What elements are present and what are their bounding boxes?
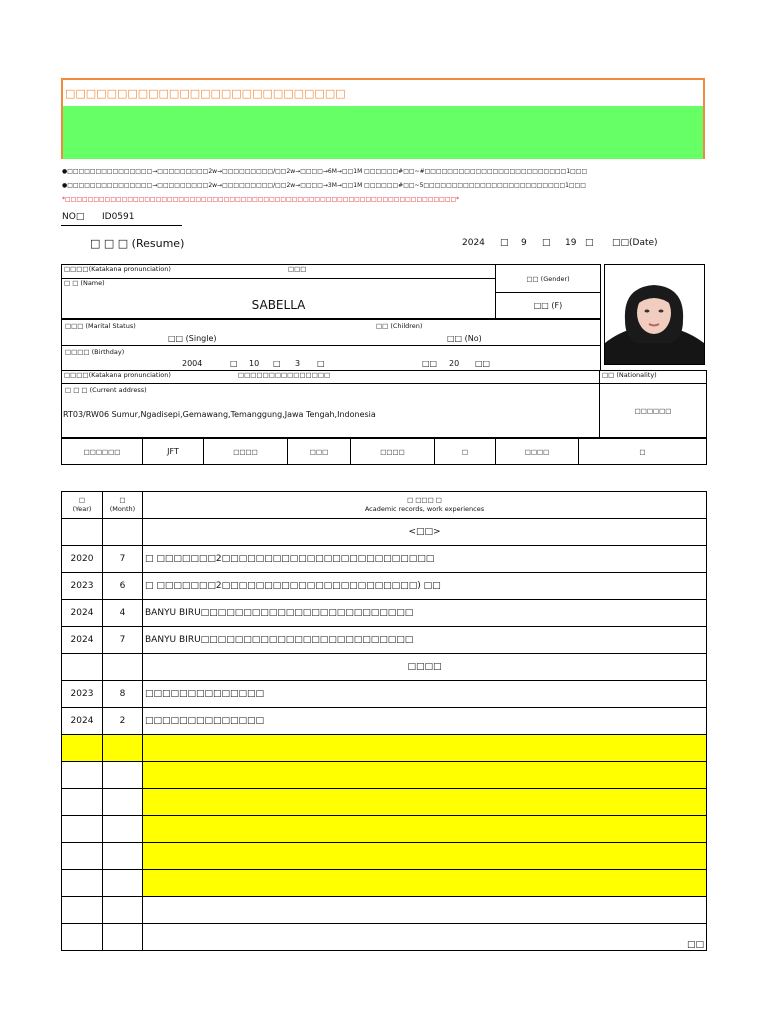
qual-cell-8: □: [579, 439, 707, 465]
address-kana-cell: [62, 371, 600, 384]
history-row: [62, 870, 707, 897]
history-row: [62, 708, 707, 735]
marital-cell: [62, 320, 601, 346]
number-label: NO□: [62, 212, 85, 222]
qual-cell-6: □: [435, 439, 496, 465]
history-month: [103, 843, 143, 870]
history-desc: [143, 762, 707, 789]
date-month: 9: [521, 238, 527, 248]
address-kana-label: □□□□(Katakana pronunciation): [64, 371, 171, 379]
date-day: 19: [565, 238, 577, 248]
history-year: [62, 870, 103, 897]
katakana-cell: [62, 265, 496, 279]
address-table: [61, 370, 707, 438]
history-row: [62, 519, 707, 546]
history-desc: □□□□: [143, 654, 707, 681]
note-line-3: *□□□□□□□□□□□□□□□□□□□□□□□□□□□□□□□□□□□□□□□□□□□□□□□□□□□□□□□□□□□□□□□□□□□□□*: [62, 196, 460, 203]
history-table: [61, 491, 707, 951]
history-year: 2020: [62, 546, 103, 573]
year-header-en: (Year): [72, 505, 92, 513]
month-header-en: (Month): [109, 505, 136, 513]
history-desc: [143, 843, 707, 870]
history-header-year: [62, 492, 103, 519]
history-month: [103, 789, 143, 816]
qual-cell-5: □□□□: [351, 439, 435, 465]
resume-title: □ □ □ (Resume): [90, 237, 185, 250]
marital-table: [61, 319, 601, 371]
desc-header-en: Academic records, work experiences: [364, 505, 485, 513]
history-row: [62, 735, 707, 762]
qual-cell-2: JFT: [143, 439, 204, 465]
nationality-value: □□□□□□: [600, 384, 707, 438]
history-month: [103, 762, 143, 789]
birth-year: 2004: [182, 359, 203, 368]
history-row: [62, 681, 707, 708]
marital-value: □□ (Single): [168, 334, 217, 343]
history-month: [103, 519, 143, 546]
history-year: [62, 789, 103, 816]
gender-label: □□ (Gender): [496, 265, 601, 293]
history-row: [62, 843, 707, 870]
date-year: 2024: [462, 238, 485, 248]
history-year: [62, 843, 103, 870]
history-year: [62, 519, 103, 546]
name-value: SABELLA: [62, 293, 496, 319]
history-year: 2024: [62, 708, 103, 735]
history-header-desc: [143, 492, 707, 519]
birth-day-unit: □: [317, 359, 325, 368]
age-value: 20: [449, 359, 460, 368]
date-year-unit: □: [500, 238, 509, 248]
birth-month-unit: □: [273, 359, 281, 368]
note-line-1: ●□□□□□□□□□□□□□□□→□□□□□□□□□2w→□□□□□□□□□/□□2w→□□□□→6M→□□1M □□□□□□#□□~#□□□□□□□□□□□□□□□□□□□□□□□□□1□□□: [62, 168, 588, 175]
history-year: 2023: [62, 681, 103, 708]
history-month: [103, 816, 143, 843]
history-month: [103, 654, 143, 681]
qualification-table: [61, 438, 707, 465]
qual-cell-4: □□□: [288, 439, 351, 465]
month-header: □: [119, 496, 126, 504]
number-underline: [61, 225, 182, 226]
instruction-title: □□□□□□□□□□□□□□□□□□□□□□□□□□□: [65, 87, 346, 100]
history-desc: □ □□□□□□□2□□□□□□□□□□□□□□□□□□□□□□□□□: [143, 546, 707, 573]
history-year: [62, 654, 103, 681]
birth-year-unit: □: [230, 359, 238, 368]
history-year: 2023: [62, 573, 103, 600]
date-month-unit: □: [542, 238, 551, 248]
children-label: □□ (Children): [376, 322, 423, 330]
history-row: [62, 546, 707, 573]
age-label: □□: [422, 359, 438, 368]
history-month: [103, 735, 143, 762]
history-footer-mark: □□: [143, 924, 707, 951]
profile-photo: [604, 264, 705, 365]
number-value: ID0591: [102, 212, 135, 222]
name-label: □ □ (Name): [62, 279, 496, 293]
history-desc: [143, 870, 707, 897]
history-year: [62, 924, 103, 951]
history-month: 7: [103, 627, 143, 654]
history-row: [62, 816, 707, 843]
history-year: [62, 816, 103, 843]
personal-info-table: [61, 264, 601, 319]
gender-value: □□ (F): [496, 293, 601, 319]
history-year: 2024: [62, 600, 103, 627]
history-row: [62, 627, 707, 654]
address-value: RT03/RW06 Sumur,Ngadisepi,Gemawang,Temanggung,Jawa Tengah,Indonesia: [63, 410, 376, 419]
history-row: [62, 600, 707, 627]
year-header: □: [78, 496, 86, 504]
history-desc: □□□□□□□□□□□□□□: [143, 708, 707, 735]
history-month: [103, 870, 143, 897]
history-rows: [62, 519, 707, 951]
instruction-box: [61, 78, 705, 159]
birthday-label: □□□□ (Birthday): [65, 348, 125, 356]
history-year: [62, 735, 103, 762]
history-desc: <□□>: [143, 519, 707, 546]
history-month: 7: [103, 546, 143, 573]
birth-day: 3: [295, 359, 301, 368]
desc-header: □ □□□ □: [407, 496, 442, 504]
date-label: □□(Date): [612, 238, 658, 248]
history-desc: BANYU BIRU□□□□□□□□□□□□□□□□□□□□□□□□□: [143, 627, 707, 654]
qual-cell-7: □□□□: [496, 439, 579, 465]
nationality-label: □□ (Nationality): [600, 371, 707, 384]
history-header-month: [103, 492, 143, 519]
katakana-value: □□□: [288, 265, 307, 273]
person-photo-icon: [605, 265, 704, 364]
history-desc: [143, 735, 707, 762]
history-year: [62, 762, 103, 789]
history-month: 6: [103, 573, 143, 600]
history-desc: [143, 897, 707, 924]
qual-cell-3: □□□□: [204, 439, 288, 465]
qual-cell-1: □□□□□□: [62, 439, 143, 465]
children-value: □□ (No): [447, 334, 482, 343]
history-desc: BANYU BIRU□□□□□□□□□□□□□□□□□□□□□□□□□: [143, 600, 707, 627]
address-label: □ □ □ (Current address): [65, 386, 147, 394]
history-month: 4: [103, 600, 143, 627]
history-year: 2024: [62, 627, 103, 654]
date-day-unit: □: [585, 238, 594, 248]
history-row: [62, 573, 707, 600]
history-desc: □□□□□□□□□□□□□□: [143, 681, 707, 708]
history-month: [103, 924, 143, 951]
address-kana-value: □□□□□□□□□□□□□□□: [238, 371, 331, 379]
history-desc: □ □□□□□□□2□□□□□□□□□□□□□□□□□□□□□□□) □□: [143, 573, 707, 600]
history-row: [62, 654, 707, 681]
birthday-cell: [62, 346, 601, 371]
birth-month: 10: [249, 359, 260, 368]
history-year: [62, 897, 103, 924]
marital-label: □□□ (Marital Status): [65, 322, 136, 330]
history-row: [62, 762, 707, 789]
highlight-band: [63, 106, 703, 159]
history-row: [62, 789, 707, 816]
history-desc: [143, 789, 707, 816]
history-row: [62, 924, 707, 951]
note-line-2: ●□□□□□□□□□□□□□□□→□□□□□□□□□2w→□□□□□□□□□/□□2w→□□□□→3M→□□1M □□□□□□#□□~5□□□□□□□□□□□□□□□□□□□□□□□□□1□□□: [62, 182, 586, 189]
history-month: 8: [103, 681, 143, 708]
katakana-label: □□□□(Katakana pronunciation): [64, 265, 171, 273]
history-month: 2: [103, 708, 143, 735]
history-desc: [143, 816, 707, 843]
history-month: [103, 897, 143, 924]
address-cell: [62, 384, 600, 438]
age-unit: □□: [475, 359, 491, 368]
history-row: [62, 897, 707, 924]
